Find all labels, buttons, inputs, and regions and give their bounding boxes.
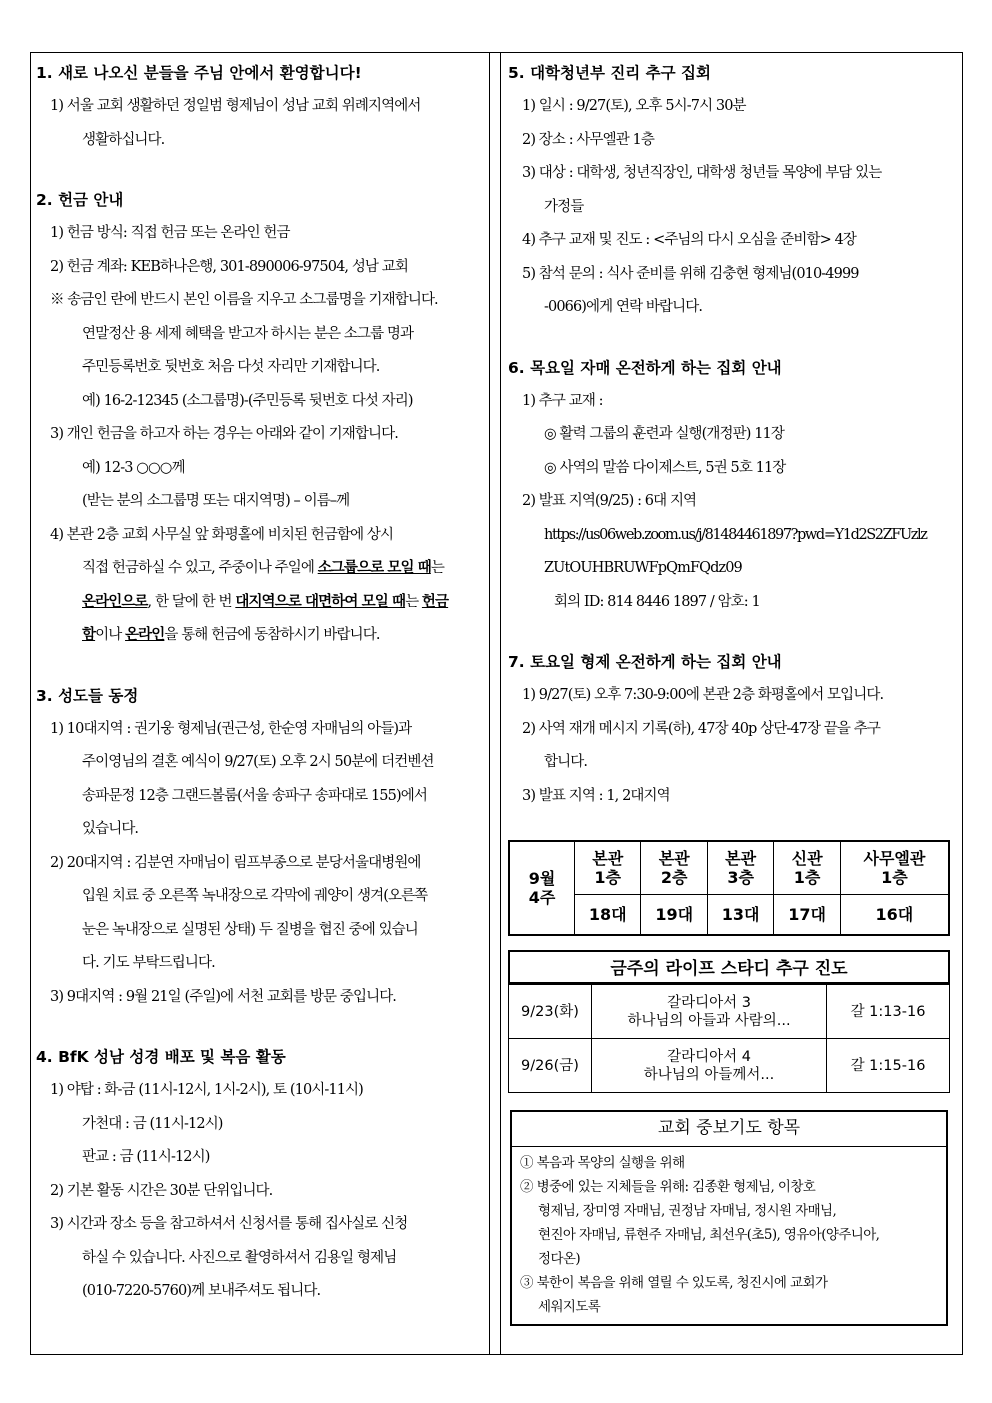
hall-name: 본관 [725,849,757,868]
right-column [508,56,956,813]
text-line: 예) 12-3 ○○○께 [82,459,185,476]
text-line: 1) 10대지역 : 권기웅 형제님(권근성, 한순영 자매님의 아들)과 [50,720,412,737]
hall-floor: 1층 [881,868,908,887]
text-line: 가정들 [544,198,584,215]
text-line: 3) 9대지역 : 9월 21일 (주일)에 서천 교회를 방문 중입니다. [50,988,397,1005]
text-line: ◎ 사역의 말씀 다이제스트, 5권 5호 11장 [544,459,786,476]
week-label-line: 9월 [528,869,556,888]
text-line: 1) 일시 : 9/27(토), 오후 5시-7시 30분 [522,98,746,114]
text-line: 송파문정 12층 그랜드볼룸(서울 송파구 송파대로 155)에서 [82,787,427,804]
region-cell: 16대 [840,895,949,936]
emphasis: 소그룹으로 모일 때 [317,560,431,576]
text-line: 2) 장소 : 사무엘관 1층 [522,131,654,148]
prayer-line: ① 복음과 목양의 실행을 위해 [520,1155,685,1171]
text-span: 을 통해 헌금에 동참하시기 바랍니다. [164,627,380,643]
prayer-line: 세워지도록 [538,1299,601,1315]
text-line: 다. 기도 부탁드립니다. [82,955,215,971]
section-title: 6. 목요일 자매 온전하게 하는 집회 안내 [508,358,782,377]
table-row [509,1039,950,1093]
text-line: 하실 수 있습니다. 사진으로 촬영하셔서 김용일 형제님 [82,1249,397,1266]
hall-name: 사무엘관 [863,849,926,868]
hall-cell [774,841,840,895]
week-label-line: 4주 [528,888,556,907]
region-cell: 19대 [641,895,707,936]
section-title: 5. 대학청년부 진리 추구 집회 [508,64,711,82]
hall-floor: 2층 [660,868,688,887]
region-cell: 13대 [707,895,773,936]
text-line: ※ 송금인 란에 반드시 본인 이름을 지우고 소그룹명을 기재합니다. [50,292,438,308]
study-ref: 갈 1:15-16 [827,1039,950,1093]
table-row [509,985,950,1039]
text-line: 회의 ID: 814 8446 1897 / 암호: 1 [554,593,760,610]
text-line: 주민등록번호 뒷번호 처음 다섯 자리만 기재합니다. [82,359,380,375]
column-divider [489,52,490,1355]
text-line: 1) 추구 교재 : [522,392,603,409]
prayer-line: 형제님, 장미영 자매님, 권정남 자매님, 정시원 자매님, [538,1203,837,1219]
text-line: 2) 기본 활동 시간은 30분 단위입니다. [50,1182,273,1199]
text-line: (010-7220-5760)께 보내주셔도 됩니다. [82,1283,321,1299]
text-line: 2) 사역 재개 메시지 기록(하), 47장 40p 상단-47장 끝을 추구 [522,720,880,737]
text-line: 4) 추구 교재 및 진도 : <주님의 다시 오심을 준비함> 4장 [522,232,857,248]
region-cell: 17대 [774,895,840,936]
study-topic [592,1039,827,1093]
hall-name: 신관 [791,849,823,868]
text-line: 3) 시간과 장소 등을 참고하셔서 신청서를 통해 집사실로 신청 [50,1216,408,1232]
study-topic [592,985,827,1039]
emphasis: 함 [82,627,96,643]
text-line: ◎ 활력 그룹의 훈련과 실행(개정판) 11장 [544,426,784,442]
study-subtitle: 하나님의 아들께서... [643,1066,775,1083]
text-line: 판교 : 금 (11시-12시) [82,1149,210,1165]
hall-floor: 1층 [594,868,622,887]
meeting-link[interactable]: ZUtOUHBRUWFpQmFQdz09 [544,560,742,576]
life-study-table [508,984,950,1093]
hall-cell [641,841,707,895]
text-span: 는 [405,593,422,610]
section-title: 7. 토요일 형제 온전하게 하는 집회 안내 [508,653,782,671]
prayer-line: 정다온) [538,1251,580,1267]
text-span: 는 [430,560,444,576]
study-subtitle: 하나님의 아들과 사람의... [627,1012,791,1029]
text-line: 4) 본관 2층 교회 사무실 앞 화평홀에 비치된 헌금함에 상시 [50,526,394,543]
text-line: 3) 발표 지역 : 1, 2대지역 [522,787,670,804]
text-line: 2) 발표 지역(9/25) : 6대 지역 [522,493,697,509]
prayer-line: 현진아 자매님, 류현주 자매님, 최선우(초5), 영유아(양주니아, [538,1227,880,1243]
text-span: 직접 헌금하실 수 있고, 주중이나 주일에 [82,560,318,576]
text-line [36,586,486,620]
life-study-box [508,950,950,1093]
study-date: 9/26(금) [509,1039,592,1093]
prayer-line: ② 병중에 있는 지체들을 위해: 김종환 형제님, 이창호 [520,1179,816,1195]
emphasis: 헌금 [421,593,449,610]
text-line: 입원 치료 중 오른쪽 녹내장으로 각막에 궤양이 생겨(오른쪽 [82,888,428,904]
region-cell: 18대 [575,895,641,936]
text-line: 3) 대상 : 대학생, 청년직장인, 대학생 청년들 목양에 부담 있는 [522,165,882,181]
prayer-box [510,1110,948,1326]
text-line: -0066)에게 연락 바랍니다. [544,299,703,315]
text-line: 생활하십니다. [82,131,165,148]
section-title: 2. 헌금 안내 [36,191,124,209]
emphasis: 대지역으로 대면하여 모일 때 [235,593,406,610]
text-line: 연말정산 용 세제 혜택을 받고자 하시는 분은 소그룹 명과 [82,325,414,342]
text-line: 2) 20대지역 : 김분연 자매님이 림프부종으로 분당서울대병원에 [50,854,421,871]
meeting-link[interactable]: https://us06web.zoom.us/j/81484461897?pwd=Y1d2S2ZFUzlz [544,526,927,543]
study-book: 갈라디아서 3 [667,994,751,1011]
text-line: 합니다. [544,754,588,770]
section-title: 4. BfK 성남 성경 배포 및 복음 활동 [36,1048,286,1066]
text-span: 이나 [95,627,126,643]
study-date: 9/23(화) [509,985,592,1039]
text-line: 3) 개인 헌금을 하고자 하는 경우는 아래와 같이 기재합니다. [50,426,398,442]
text-line: 5) 참석 문의 : 식사 준비를 위해 김충현 형제님(010-4999 [522,265,859,282]
text-line: 주이영님의 결혼 예식이 9/27(토) 오후 2시 50분에 더컨벤션 [82,754,434,770]
hall-cell [840,841,949,895]
hall-floor: 3층 [727,868,754,887]
room-assignment-table [508,840,950,936]
text-line: (받는 분의 소그룹명 또는 대지역명) – 이름–께 [82,493,350,509]
text-line: 1) 서울 교회 생활하던 정일범 형제님이 성남 교회 위례지역에서 [50,98,421,114]
text-line: 예) 16-2-12345 (소그룹명)-(주민등록 뒷번호 다섯 자리) [82,392,413,409]
prayer-line: ③ 북한이 복음을 위해 열릴 수 있도록, 청진시에 교회가 [520,1275,828,1291]
emphasis: 온라인 [125,627,165,643]
text-line: 가천대 : 금 (11시-12시) [82,1115,223,1132]
hall-cell [575,841,641,895]
prayer-title: 교회 중보기도 항목 [512,1112,946,1147]
text-line: 1) 헌금 방식: 직접 헌금 또는 온라인 헌금 [50,225,290,241]
section-title: 1. 새로 나오신 분들을 주님 안에서 환영합니다! [36,64,362,82]
text-line [36,619,486,653]
column-divider [500,52,501,1355]
text-line: 1) 야탑 : 화-금 (11시-12시, 1시-2시), 토 (10시-11시) [50,1082,363,1098]
study-book: 갈라디아서 4 [667,1048,751,1065]
life-study-title: 금주의 라이프 스타디 추구 진도 [508,950,950,984]
hall-name: 본관 [658,849,690,868]
section-title: 3. 성도들 동정 [36,686,139,705]
emphasis: 온라인으로 [82,593,148,610]
hall-cell [707,841,773,895]
hall-name: 본관 [592,849,624,868]
text-line: 있습니다. [82,821,139,837]
left-column [36,56,486,1309]
text-line [36,552,486,586]
text-span: , 한 달에 한 번 [147,593,236,610]
hall-floor: 1층 [793,868,821,887]
study-ref: 갈 1:13-16 [827,985,950,1039]
text-line: 2) 헌금 계좌: KEB하나은행, 301-890006-97504, 성남 교회 [50,258,408,275]
text-line: 1) 9/27(토) 오후 7:30-9:00에 본관 2층 화평홀에서 모입니다. [522,687,884,703]
text-line: 눈은 녹내장으로 실명된 상태) 두 질병을 협진 중에 있습니 [82,921,418,938]
week-label [509,841,575,935]
